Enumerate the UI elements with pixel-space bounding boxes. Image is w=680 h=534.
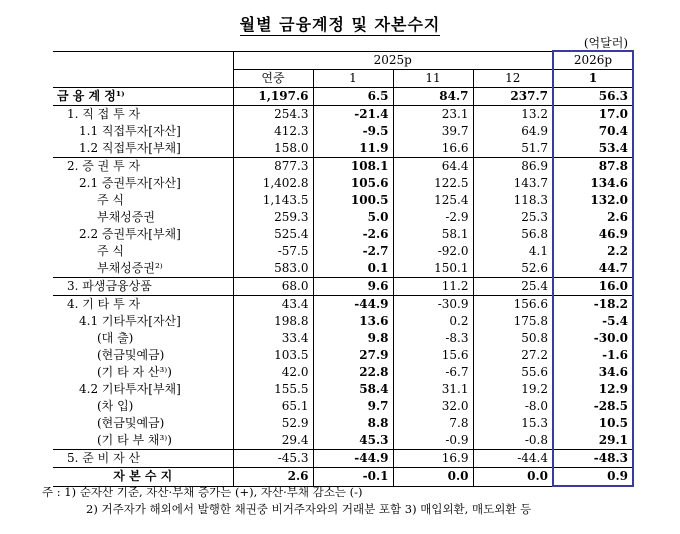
cell-value: 198.8 — [233, 313, 313, 330]
cell-value: 583.0 — [233, 260, 313, 278]
cell-value: 25.4 — [473, 278, 553, 296]
table-row — [53, 106, 633, 124]
cell-value: 10.5 — [553, 415, 633, 432]
cell-value: -44.4 — [473, 450, 553, 468]
row-label: 부채성증권 — [97, 210, 155, 224]
cell-value: 46.9 — [553, 226, 633, 243]
cell-value: 15.6 — [393, 347, 473, 364]
table-row — [53, 364, 633, 381]
cell-value: 52.9 — [233, 415, 313, 432]
row-label: (차 입) — [97, 399, 134, 413]
cell-value: 2.6 — [233, 468, 313, 487]
cell-value: 87.8 — [553, 158, 633, 176]
cell-value: 17.0 — [553, 106, 633, 124]
cell-value: -44.9 — [313, 296, 393, 314]
cell-value: 9.8 — [313, 330, 393, 347]
cell-value: 44.7 — [553, 260, 633, 278]
cell-value: 33.4 — [233, 330, 313, 347]
cell-value: 0.1 — [313, 260, 393, 278]
row-label: 주 식 — [97, 244, 124, 258]
header-col-2026-jan: 1 — [553, 70, 633, 88]
cell-value: 22.8 — [313, 364, 393, 381]
cell-value: -45.3 — [233, 450, 313, 468]
cell-value: -6.7 — [393, 364, 473, 381]
cell-value: 259.3 — [233, 209, 313, 226]
cell-value: 11.2 — [393, 278, 473, 296]
table-row — [53, 226, 633, 243]
cell-value: -21.4 — [313, 106, 393, 124]
cell-value: 58.4 — [313, 381, 393, 398]
cell-value: 9.7 — [313, 398, 393, 415]
cell-value: 13.2 — [473, 106, 553, 124]
cell-value: 51.7 — [473, 140, 553, 158]
cell-value: 155.5 — [233, 381, 313, 398]
cell-value: 12.9 — [553, 381, 633, 398]
cell-value: 1,143.5 — [233, 192, 313, 209]
cell-value: 6.5 — [313, 88, 393, 106]
cell-value: 53.4 — [553, 140, 633, 158]
cell-value: -0.8 — [473, 432, 553, 450]
cell-value: 132.0 — [553, 192, 633, 209]
cell-value: 58.1 — [393, 226, 473, 243]
cell-value: 2.6 — [553, 209, 633, 226]
table-row — [53, 243, 633, 260]
cell-value: 11.9 — [313, 140, 393, 158]
cell-value: 125.4 — [393, 192, 473, 209]
footnote-line-1: 주 : 1) 순자산 기준, 자산·부채 증가는 (+), 자산·부채 감소는 (-) — [42, 485, 363, 499]
cell-value: -8.0 — [473, 398, 553, 415]
row-label: 4.1 기타투자[자산] — [79, 314, 181, 328]
cell-value: -5.4 — [553, 313, 633, 330]
cell-value: 0.2 — [393, 313, 473, 330]
cell-value: 64.4 — [393, 158, 473, 176]
cell-value: 150.1 — [393, 260, 473, 278]
row-label: 1.1 직접투자[자산] — [79, 124, 181, 138]
cell-value: 16.6 — [393, 140, 473, 158]
cell-value: 29.4 — [233, 432, 313, 450]
row-label: 자 본 수 지 — [53, 468, 233, 487]
cell-value: 2.2 — [553, 243, 633, 260]
cell-value: 237.7 — [473, 88, 553, 106]
cell-value: -30.0 — [553, 330, 633, 347]
cell-value: -2.7 — [313, 243, 393, 260]
table-row — [53, 347, 633, 364]
table-row — [53, 192, 633, 209]
cell-value: 158.0 — [233, 140, 313, 158]
cell-value: 0.0 — [393, 468, 473, 487]
cell-value: 64.9 — [473, 123, 553, 140]
cell-value: -92.0 — [393, 243, 473, 260]
cell-value: 103.5 — [233, 347, 313, 364]
cell-value: 412.3 — [233, 123, 313, 140]
row-label: 금 융 계 정¹⁾ — [53, 88, 233, 106]
cell-value: -44.9 — [313, 450, 393, 468]
cell-value: 42.0 — [233, 364, 313, 381]
cell-value: -18.2 — [553, 296, 633, 314]
footnotes — [42, 484, 531, 518]
cell-value: 1,402.8 — [233, 175, 313, 192]
cell-value: 8.8 — [313, 415, 393, 432]
row-label: 5. 준 비 자 산 — [53, 450, 233, 468]
cell-value: 4.1 — [473, 243, 553, 260]
table-row — [53, 175, 633, 192]
cell-value: -2.9 — [393, 209, 473, 226]
cell-value: 16.9 — [393, 450, 473, 468]
page-title: 월별 금융계정 및 자본수지 — [239, 15, 441, 34]
cell-value: 50.8 — [473, 330, 553, 347]
cell-value: 134.6 — [553, 175, 633, 192]
cell-value: 86.9 — [473, 158, 553, 176]
cell-value: 29.1 — [553, 432, 633, 450]
table-row — [53, 330, 633, 347]
row-label: 4. 기 타 투 자 — [53, 296, 233, 314]
cell-value: -30.9 — [393, 296, 473, 314]
cell-value: 15.3 — [473, 415, 553, 432]
cell-value: 56.3 — [553, 88, 633, 106]
header-blank — [53, 51, 233, 88]
cell-value: 31.1 — [393, 381, 473, 398]
cell-value: -57.5 — [233, 243, 313, 260]
table-row — [53, 450, 633, 468]
cell-value: 13.6 — [313, 313, 393, 330]
table-row — [53, 209, 633, 226]
cell-value: 9.6 — [313, 278, 393, 296]
cell-value: -0.9 — [393, 432, 473, 450]
cell-value: 27.9 — [313, 347, 393, 364]
cell-value: 65.1 — [233, 398, 313, 415]
header-col-nov: 11 — [393, 70, 473, 88]
cell-value: 52.6 — [473, 260, 553, 278]
cell-value: -8.3 — [393, 330, 473, 347]
row-label: 부채성증권²⁾ — [97, 261, 163, 275]
row-label: 3. 파생금융상품 — [53, 278, 233, 296]
table-row — [53, 415, 633, 432]
cell-value: 122.5 — [393, 175, 473, 192]
header-col-jan: 1 — [313, 70, 393, 88]
cell-value: -0.1 — [313, 468, 393, 487]
cell-value: 143.7 — [473, 175, 553, 192]
cell-value: 45.3 — [313, 432, 393, 450]
row-label: (대 출) — [97, 331, 134, 345]
cell-value: 118.3 — [473, 192, 553, 209]
financial-account-table — [53, 50, 634, 487]
cell-value: 68.0 — [233, 278, 313, 296]
row-label: 2. 증 권 투 자 — [53, 158, 233, 176]
table-row — [53, 123, 633, 140]
table-row — [53, 278, 633, 296]
cell-value: -9.5 — [313, 123, 393, 140]
cell-value: 175.8 — [473, 313, 553, 330]
cell-value: 32.0 — [393, 398, 473, 415]
row-label: 2.2 증권투자[부채] — [79, 227, 181, 241]
cell-value: 39.7 — [393, 123, 473, 140]
cell-value: 877.3 — [233, 158, 313, 176]
row-label: (현금및예금) — [97, 416, 165, 430]
cell-value: -1.6 — [553, 347, 633, 364]
row-label: (기 타 부 채³⁾) — [97, 433, 172, 447]
table-row — [53, 398, 633, 415]
cell-value: -28.5 — [553, 398, 633, 415]
cell-value: 0.0 — [473, 468, 553, 487]
table-row — [53, 381, 633, 398]
cell-value: 525.4 — [233, 226, 313, 243]
cell-value: 43.4 — [233, 296, 313, 314]
unit-label: (억달러) — [583, 36, 628, 50]
cell-value: 70.4 — [553, 123, 633, 140]
table-row — [53, 140, 633, 158]
header-year-2025: 2025p — [233, 51, 553, 70]
row-label: (기 타 자 산³⁾) — [97, 365, 172, 379]
table-row — [53, 158, 633, 176]
header-col-annual: 연중 — [233, 70, 313, 88]
cell-value: 108.1 — [313, 158, 393, 176]
cell-value: 1,197.6 — [233, 88, 313, 106]
row-label: 2.1 증권투자[자산] — [79, 176, 181, 190]
cell-value: -48.3 — [553, 450, 633, 468]
cell-value: 16.0 — [553, 278, 633, 296]
cell-value: 5.0 — [313, 209, 393, 226]
table-row — [53, 296, 633, 314]
row-label: 1. 직 접 투 자 — [67, 107, 141, 121]
cell-value: 55.6 — [473, 364, 553, 381]
footnote-line-2: 2) 거주자가 해외에서 발행한 채권중 비거주자와의 거래분 포함 3) 매입외환, 매도외환 등 — [86, 502, 532, 516]
cell-value: 156.6 — [473, 296, 553, 314]
header-col-dec: 12 — [473, 70, 553, 88]
row-label: 주 식 — [97, 193, 124, 207]
cell-value: 23.1 — [393, 106, 473, 124]
row-label: (현금및예금) — [97, 348, 165, 362]
cell-value: 105.6 — [313, 175, 393, 192]
cell-value: 19.2 — [473, 381, 553, 398]
header-year-2026: 2026p — [553, 51, 633, 70]
cell-value: 27.2 — [473, 347, 553, 364]
table-row — [53, 260, 633, 278]
table-row — [53, 88, 633, 106]
cell-value: -2.6 — [313, 226, 393, 243]
row-label: 1.2 직접투자[부채] — [79, 141, 181, 155]
cell-value: 84.7 — [393, 88, 473, 106]
cell-value: 7.8 — [393, 415, 473, 432]
row-label: 4.2 기타투자[부채] — [79, 382, 181, 396]
table-row — [53, 313, 633, 330]
cell-value: 0.9 — [553, 468, 633, 487]
cell-value: 56.8 — [473, 226, 553, 243]
cell-value: 34.6 — [553, 364, 633, 381]
table-row — [53, 432, 633, 450]
cell-value: 100.5 — [313, 192, 393, 209]
cell-value: 254.3 — [233, 106, 313, 124]
cell-value: 25.3 — [473, 209, 553, 226]
